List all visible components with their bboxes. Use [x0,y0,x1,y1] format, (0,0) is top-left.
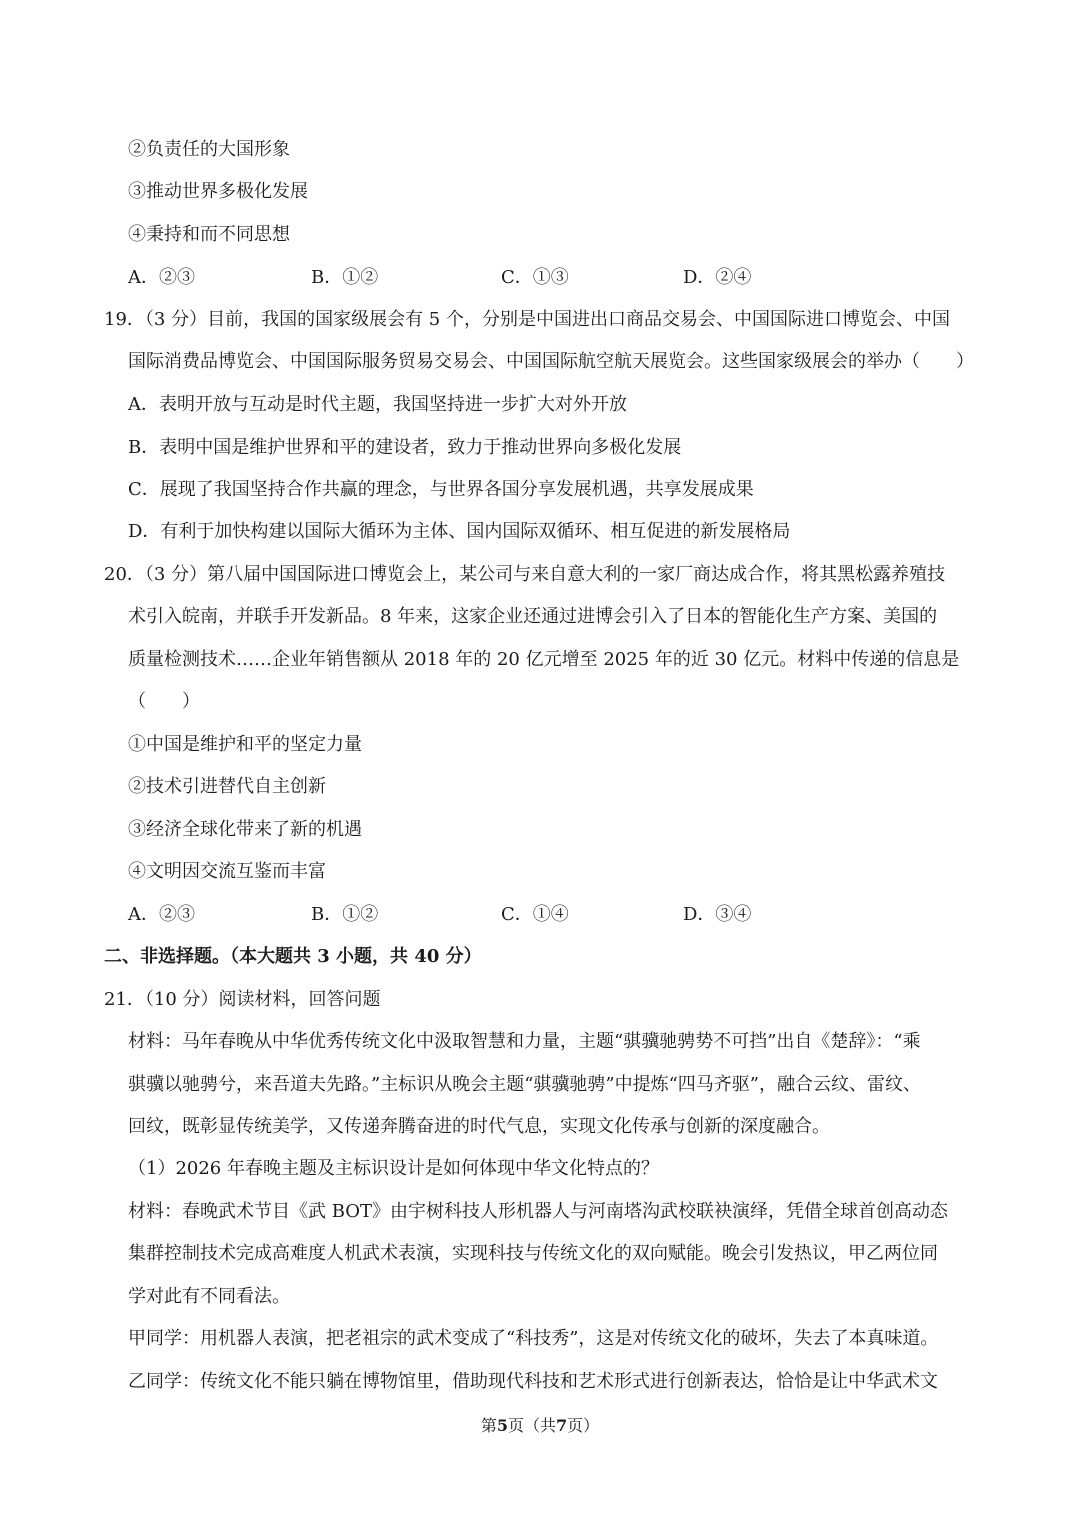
q21-student-jia-opinion: 甲同学：用机器人表演，把老祖宗的武术变成了“科技秀”，这是对传统文化的破坏，失去了本真味道。 [128,1328,939,1349]
q21-material2-line-2: 集群控制技术完成高难度人机武术表演，实现科技与传统文化的双向赋能。晚会引发热议，甲乙两位同 [128,1243,938,1264]
q18-option-b: B．①② [311,267,379,288]
q19-option-b: B．表明中国是维护世界和平的建设者，致力于推动世界向多极化发展 [128,437,682,458]
section-heading: 二、非选择题。（本大题共 3 小题，共 40 分） [104,946,482,967]
page-footer [0,1415,1080,1437]
footer-total-pages: 7 [556,1416,568,1435]
q18-options [128,266,928,290]
q20-option-b: B．①② [311,904,379,925]
q21-student-yi-opinion: 乙同学：传统文化不能只躺在博物馆里，借助现代科技和艺术形式进行创新表达，恰恰是让中华武术文 [128,1371,938,1392]
q18-statement-3: ③推动世界多极化发展 [128,181,308,202]
q21-material2-line-1: 材料：春晚武术节目《武 BOT》由宇树科技人形机器人与河南塔沟武校联袂演绎，凭借全球首创高动态 [128,1201,949,1222]
q20-stem-line-4: （ ） [128,691,200,712]
q18-option-d: D．②④ [683,267,752,288]
q20-statement-2: ②技术引进替代自主创新 [128,776,326,797]
q19-option-d: D．有利于加快构建以国际大循环为主体、国内国际双循环、相互促进的新发展格局 [128,521,791,542]
footer-suffix: 页） [567,1416,600,1435]
q19-option-c: C．展现了我国坚持合作共赢的理念，与世界各国分享发展机遇，共享发展成果 [128,479,754,500]
footer-middle: 页（共 [507,1416,556,1435]
q18-option-c: C．①③ [501,267,569,288]
q20-stem-line-2: 术引入皖南，并联手开发新品。8 年来，这家企业还通过进博会引入了日本的智能化生产方案、美国的 [128,606,938,627]
q19-stem-line-1: 19．（3 分）目前，我国的国家级展会有 5 个，分别是中国进出口商品交易会、中国国际进口博览会、中国 [104,309,950,330]
q20-statement-1: ①中国是维护和平的坚定力量 [128,734,362,755]
q19-stem-line-2: 国际消费品博览会、中国国际服务贸易交易会、中国国际航空航天展览会。这些国家级展会的举办（ ） [128,351,974,372]
q18-statement-4: ④秉持和而不同思想 [128,224,290,245]
q20-stem-line-3: 质量检测技术……企业年销售额从 2018 年的 20 亿元增至 2025 年的近 30 亿元。材料中传递的信息是 [128,649,960,670]
q21-stem: 21．（10 分）阅读材料，回答问题 [104,989,381,1010]
q20-option-d: D．③④ [683,904,752,925]
q18-statement-2: ②负责任的大国形象 [128,139,290,160]
q19-option-a: A．表明开放与互动是时代主题，我国坚持进一步扩大对外开放 [128,394,627,415]
footer-prefix: 第 [480,1416,497,1435]
q20-option-a: A．②③ [128,904,195,925]
footer-page-number: 5 [496,1416,508,1435]
q20-statement-4: ④文明因交流互鉴而丰富 [128,861,326,882]
q21-subquestion-1: （1）2026 年春晚主题及主标识设计是如何体现中华文化特点的？ [128,1158,659,1179]
q18-option-a: A．②③ [128,267,195,288]
q20-statement-3: ③经济全球化带来了新的机遇 [128,819,362,840]
q21-material1-line-2: 骐骥以驰骋兮，来吾道夫先路。”主标识从晚会主题“骐骥驰骋”中提炼“四马齐驱”，融合云纹、雷纹、 [128,1074,922,1095]
q21-material1-line-3: 回纹，既彰显传统美学，又传递奔腾奋进的时代气息，实现文化传承与创新的深度融合。 [128,1116,830,1137]
q20-options [128,903,928,927]
q21-material1-line-1: 材料：马年春晚从中华优秀传统文化中汲取智慧和力量，主题“骐骥驰骋势不可挡”出自《楚辞》：“乘 [128,1031,921,1052]
q20-stem-line-1: 20．（3 分）第八届中国国际进口博览会上，某公司与来自意大利的一家厂商达成合作，将其黑松露养殖技 [104,564,946,585]
q21-material2-line-3: 学对此有不同看法。 [128,1286,290,1307]
q20-option-c: C．①④ [501,904,569,925]
